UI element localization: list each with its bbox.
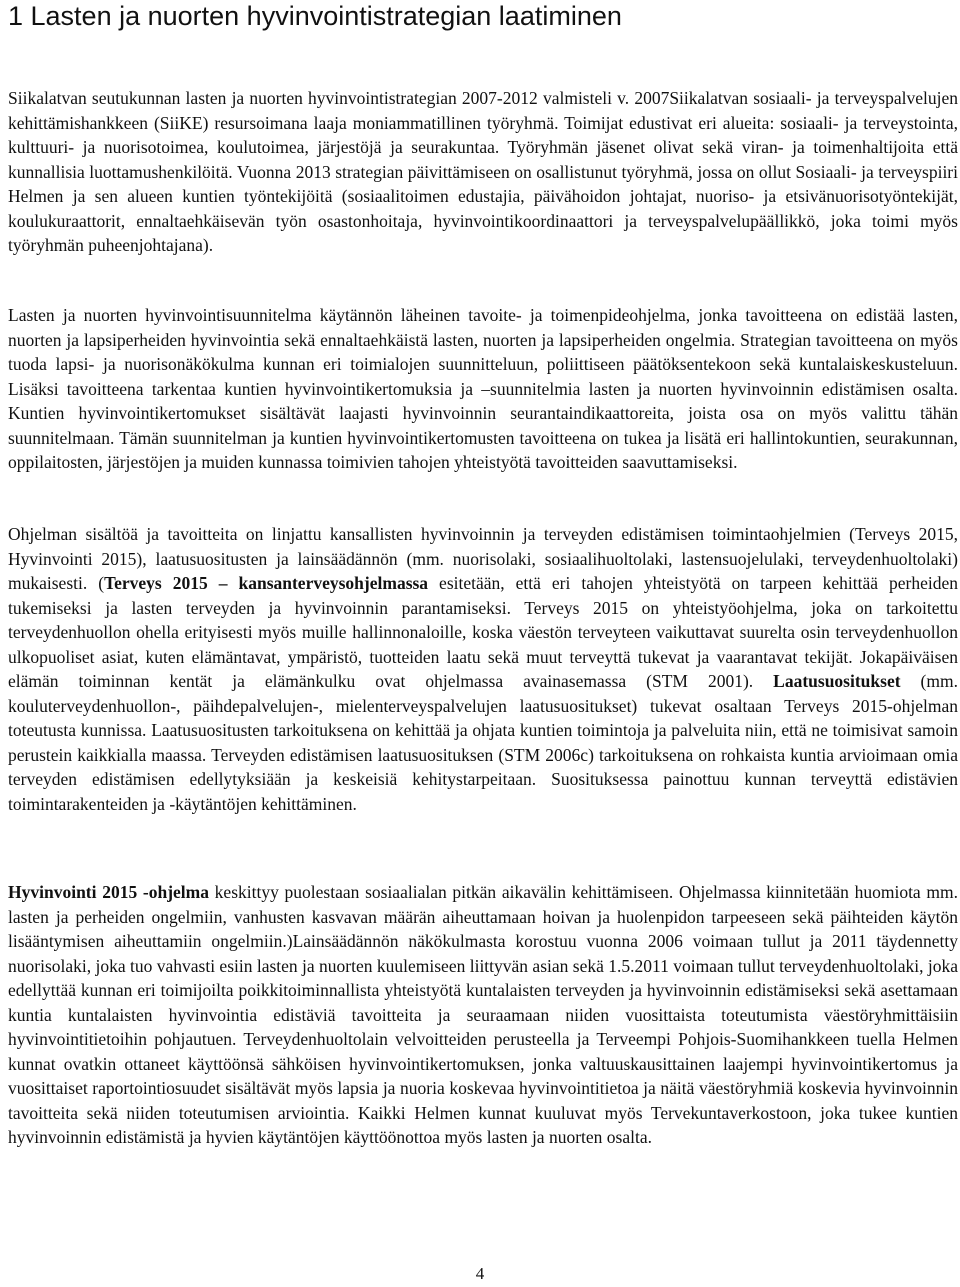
paragraph-hyvinvointi-2015 (8, 880, 958, 1150)
section-heading: 1 Lasten ja nuorten hyvinvointistrategian laatiminen (8, 1, 622, 31)
bold-term-hyvinvointi-2015: Hyvinvointi 2015 -ohjelma (8, 882, 209, 902)
paragraph-text: (mm. kouluterveydenhuollon-, päihdepalvelujen-, mielenterveyspalvelujen laatusuositukset) tukevat osaltaan Terveys 2015-ohjelman toteutusta kunnissa. Laatusuositusten tarkoituksena on kehittää ja ohjata kuntien toimintoja ja palveluita niin, että ne toimisivat samoin perustein kaikkialla maassa. Terveyden edistämisen laatusuosituksen (STM 2006c) tarkoituksena on rohkaista kuntia arvioimaan omia terveyden edistämisen edellytyksiään ja keskeisiä kehitystarpeitaan. Suosituksessa painottuu kunnan terveyttä edistävien toimintarakenteiden ja -käytäntöjen kehittäminen. (8, 671, 958, 814)
paragraph-national-programmes (8, 522, 958, 816)
paragraph-working-group: Siikalatvan seutukunnan lasten ja nuorten hyvinvointistrategian 2007-2012 valmisteli v. 2007Siikalatvan sosiaali- ja terveyspalvelujen kehittämishankkeen (SiiKE) resursoimana laaja moniammatillinen työryhmä. Toimijat edustivat eri alueita: sosiaali- ja terveystointa, kulttuuri- ja nuorisotoimea, koulutoimea, järjestöjä ja seurakuntaa. Työryhmän jäsenet olivat sekä viran- ja toimenhaltijoita että kunnallisia luottamushenkilöitä. Vuonna 2013 strategian päivittämiseen on osallistunut työryhmä, jossa on ollut Sosiaali- ja terveyspiiri Helmen ja sen alueen kuntien työntekijöitä (sosiaalitoimen edustajia, päivähoidon johtajat, nuoriso- ja etsivänuorisotyöntekijät, koulukuraattorit, ennaltaehkäisevän työn osastonhoitaja, hyvinvointikoordinaattori ja terveyspalvelupäällikkö, joka toimi myös työryhmän puheenjohtajana). (8, 88, 958, 255)
bold-term-laatusuositukset: Laatusuositukset (773, 671, 901, 691)
paragraph-plan-goals: Lasten ja nuorten hyvinvointisuunnitelma käytännön läheinen tavoite- ja toimenpideohjelma, jonka tavoitteena on edistää lasten, nuorten ja lapsiperheiden hyvinvointia sekä ennaltaehkäistä lasten, nuorten ja lapsiperheiden ongelmia. Strategian tavoitteena on myös tuoda lapsi- ja nuorisonäkökulma kunnan eri toimialojen suunnitteluun, poliittiseen päätöksentekoon sekä kuntalaiskeskusteluun. Lisäksi tavoitteena tarkentaa kuntien hyvinvointikertomuksia ja –suunnitelmia lasten ja nuorten hyvinvoinnin edistämisen osalta. Kuntien hyvinvointikertomukset sisältävät laajasti hyvinvoinnin seurantaindikaattoreita, joista osa on myös valittu tähän suunnitelmaan. Tämän suunnitelman ja kuntien hyvinvointikertomusten tavoitteena on tukea ja lisätä eri hallintokuntien, seurakunnan, oppilaitosten, järjestöjen ja muiden kunnassa toimivien tahojen yhteistyötä tavoitteiden saavuttamiseksi. (8, 305, 958, 472)
paragraph-text: esitetään, että eri tahojen yhteistyötä on tarpeen kehittää perheiden tukemiseksi ja lasten terveyden ja hyvinvoinnin parantamiseksi. Terveys 2015 on yhteistyöohjelma, joka on tarkoitettu terveydenhuollon ohella erityisesti myös muille hallinnonaloille, koska väestön terveyteen vaikuttavat suurelta osin terveydenhuollon ulkopuoliset asiat, kuten elämäntavat, ympäristö, tuotteiden laatu sekä muut terveyttä tukevat ja vaarantavat tekijät. Jokapäiväisen elämän toiminnan kentät ja elämänkulku ovat ohjelmassa avainasemassa (STM 2001). (8, 573, 958, 691)
page-number: 4 (475, 1264, 485, 1283)
paragraph-text: Ohjelman sisältöä ja tavoitteita on linjattu kansallisten hyvinvoinnin ja terveyden edistämisen toimintaohjelmien (Terveys 2015, Hyvinvointi 2015), laatusuositusten ja lainsäädännön (mm. nuorisolaki, sosiaalihuoltolaki, lastensuojelulaki, terveydenhuoltolaki) mukaisesti. ( (8, 524, 958, 593)
paragraph-text: keskittyy puolestaan sosiaalialan pitkän aikavälin kehittämiseen. Ohjelmassa kiinnitetään huomiota mm. lasten ja perheiden ongelmiin, vanhusten kasvavan määrän aiheuttamaan hoivan ja huolenpidon tarpeeseen sekä päihteiden käytön lisääntymisen aiheuttamiin ongelmiin.)Lainsäädännön näkökulmasta korostuu vuonna 2006 voimaan tullut ja 2011 täydennetty nuorisolaki, joka tuo vahvasti esiin lasten ja nuorten kuulemiseen liittyvän asian sekä 1.5.2011 voimaan tullut terveydenhuoltolaki, joka edellyttää kunnan eri toimijoilta poikkitoiminnallista yhteistyötä kuntalaisten terveyden ja hyvinvoinnin edistämiseksi sekä asettamaan kuntia kuntalaisten hyvinvointia edistäviä tavoitteita ja seuraamaan niiden vuosittaista toteutumista väestöryhmittäisiin hyvinvointitietoihin pohjautuen. Terveydenhuoltolain velvoitteiden perusteella ja Terveempi Pohjois-Suomihankkeen tuella Helmen kunnat ovatkin ottaneet käyttöönsä sähköisen hyvinvointikertomuksen, jonka valtuuskausittainen laajempi hyvinvointikertomus ja vuosittaiset raportointiosuudet sisältävät myös lapsia ja nuoria koskevaa hyvinvointitietoa ja näitä väestöryhmiä koskevia hyvinvoinnin tavoitteita sekä niiden toteutumisen arviointia. Kaikki Helmen kunnat kuuluvat myös Tervekuntaverkostoon, joka tukee kuntien hyvinvoinnin edistämistä ja hyvien käytäntöjen käyttöönottoa myös lasten ja nuorten osalta. (8, 882, 958, 1147)
bold-term-terveys-2015: Terveys 2015 – kansanterveysohjelmassa (104, 573, 429, 593)
